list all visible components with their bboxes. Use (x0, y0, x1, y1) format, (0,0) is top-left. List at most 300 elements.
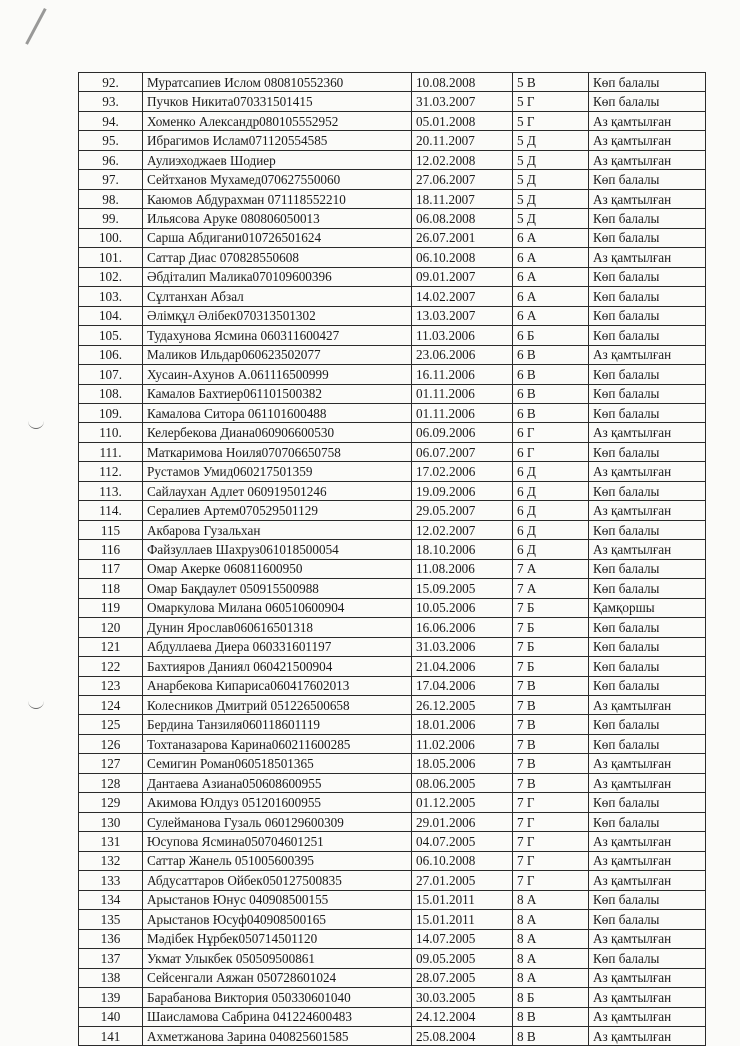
birth-date-cell: 14.02.2007 (412, 287, 513, 306)
table-row (79, 676, 706, 695)
class-cell: 7 В (513, 754, 589, 773)
student-name-cell: Ибрагимов Ислам071120554585 (143, 131, 412, 150)
birth-date-cell: 01.12.2005 (412, 793, 513, 812)
status-cell: Көп балалы (589, 384, 706, 403)
class-cell: 8 А (513, 949, 589, 968)
status-cell: Аз қамтылған (589, 189, 706, 208)
student-name-cell: Файзуллаев Шахруз061018500054 (143, 540, 412, 559)
class-cell: 8 В (513, 1007, 589, 1026)
status-cell: Көп балалы (589, 326, 706, 345)
student-name-cell: Омар Акерке 060811600950 (143, 559, 412, 578)
table-row (79, 209, 706, 228)
status-cell: Аз қамтылған (589, 462, 706, 481)
table-row (79, 481, 706, 500)
birth-date-cell: 15.09.2005 (412, 579, 513, 598)
student-name-cell: Сералиев Артем070529501129 (143, 501, 412, 520)
row-number-cell: 136 (79, 929, 143, 948)
birth-date-cell: 11.08.2006 (412, 559, 513, 578)
class-cell: 6 В (513, 384, 589, 403)
birth-date-cell: 20.11.2007 (412, 131, 513, 150)
status-cell: Көп балалы (589, 306, 706, 325)
status-cell: Көп балалы (589, 949, 706, 968)
table-row (79, 579, 706, 598)
student-name-cell: Хоменко Александр080105552952 (143, 111, 412, 130)
table-row (79, 248, 706, 267)
row-number-cell: 111. (79, 442, 143, 461)
table-row (79, 442, 706, 461)
row-number-cell: 112. (79, 462, 143, 481)
class-cell: 7 Г (513, 851, 589, 870)
table-row (79, 462, 706, 481)
class-cell: 5 В (513, 73, 589, 92)
class-cell: 7 А (513, 559, 589, 578)
student-name-cell: Семигин Роман060518501365 (143, 754, 412, 773)
row-number-cell: 93. (79, 92, 143, 111)
row-number-cell: 137 (79, 949, 143, 968)
birth-date-cell: 18.11.2007 (412, 189, 513, 208)
table-row (79, 968, 706, 987)
status-cell: Көп балалы (589, 520, 706, 539)
punch-hole-mark (28, 698, 44, 709)
birth-date-cell: 30.03.2005 (412, 988, 513, 1007)
class-cell: 6 В (513, 345, 589, 364)
status-cell: Аз қамтылған (589, 501, 706, 520)
table-row (79, 696, 706, 715)
row-number-cell: 114. (79, 501, 143, 520)
table-row (79, 637, 706, 656)
scan-corner-mark (25, 8, 46, 45)
row-number-cell: 119 (79, 598, 143, 617)
class-cell: 7 Б (513, 637, 589, 656)
status-cell: Аз қамтылған (589, 988, 706, 1007)
student-name-cell: Бердина Танзиля060118601119 (143, 715, 412, 734)
row-number-cell: 127 (79, 754, 143, 773)
class-cell: 7 В (513, 715, 589, 734)
birth-date-cell: 27.01.2005 (412, 871, 513, 890)
row-number-cell: 139 (79, 988, 143, 1007)
table-row (79, 871, 706, 890)
birth-date-cell: 10.05.2006 (412, 598, 513, 617)
class-cell: 7 Б (513, 657, 589, 676)
student-name-cell: Сайлаухан Адлет 060919501246 (143, 481, 412, 500)
student-name-cell: Сарша Абдигани010726501624 (143, 228, 412, 247)
table-row (79, 345, 706, 364)
table-row (79, 793, 706, 812)
table-row (79, 988, 706, 1007)
status-cell: Көп балалы (589, 267, 706, 286)
student-name-cell: Укмат Улыкбек 050509500861 (143, 949, 412, 968)
class-cell: 6 Г (513, 442, 589, 461)
birth-date-cell: 06.09.2006 (412, 423, 513, 442)
row-number-cell: 101. (79, 248, 143, 267)
birth-date-cell: 13.03.2007 (412, 306, 513, 325)
birth-date-cell: 25.08.2004 (412, 1026, 513, 1045)
row-number-cell: 120 (79, 618, 143, 637)
birth-date-cell: 16.11.2006 (412, 365, 513, 384)
student-name-cell: Аулиэходжаев Шодиер (143, 150, 412, 169)
row-number-cell: 140 (79, 1007, 143, 1026)
class-cell: 7 Г (513, 871, 589, 890)
birth-date-cell: 29.01.2006 (412, 812, 513, 831)
status-cell: Көп балалы (589, 442, 706, 461)
student-name-cell: Камалов Бахтиер061101500382 (143, 384, 412, 403)
student-name-cell: Омар Бақдаулет 050915500988 (143, 579, 412, 598)
row-number-cell: 104. (79, 306, 143, 325)
class-cell: 8 А (513, 910, 589, 929)
row-number-cell: 113. (79, 481, 143, 500)
birth-date-cell: 09.01.2007 (412, 267, 513, 286)
birth-date-cell: 18.01.2006 (412, 715, 513, 734)
status-cell: Аз қамтылған (589, 150, 706, 169)
status-cell: Көп балалы (589, 637, 706, 656)
class-cell: 6 Б (513, 326, 589, 345)
student-name-cell: Абдусаттаров Ойбек050127500835 (143, 871, 412, 890)
class-cell: 5 Д (513, 170, 589, 189)
class-cell: 8 Б (513, 988, 589, 1007)
class-cell: 8 А (513, 890, 589, 909)
class-cell: 7 Б (513, 618, 589, 637)
roster-body (79, 73, 706, 1046)
table-row (79, 754, 706, 773)
row-number-cell: 103. (79, 287, 143, 306)
status-cell: Көп балалы (589, 793, 706, 812)
status-cell: Аз қамтылған (589, 248, 706, 267)
row-number-cell: 121 (79, 637, 143, 656)
table-row (79, 618, 706, 637)
status-cell: Аз қамтылған (589, 696, 706, 715)
student-name-cell: Муратсапиев Ислом 080810552360 (143, 73, 412, 92)
class-cell: 5 Г (513, 111, 589, 130)
status-cell: Аз қамтылған (589, 1026, 706, 1045)
table-row (79, 812, 706, 831)
student-name-cell: Маткаримова Ноиля070706650758 (143, 442, 412, 461)
table-row (79, 851, 706, 870)
student-name-cell: Пучков Никита070331501415 (143, 92, 412, 111)
student-name-cell: Каюмов Абдурахман 071118552210 (143, 189, 412, 208)
table-row (79, 189, 706, 208)
status-cell: Көп балалы (589, 170, 706, 189)
class-cell: 5 Д (513, 189, 589, 208)
student-name-cell: Мәдібек Нұрбек050714501120 (143, 929, 412, 948)
row-number-cell: 96. (79, 150, 143, 169)
class-cell: 6 Г (513, 423, 589, 442)
class-cell: 7 В (513, 734, 589, 753)
birth-date-cell: 27.06.2007 (412, 170, 513, 189)
birth-date-cell: 06.10.2008 (412, 851, 513, 870)
class-cell: 5 Д (513, 209, 589, 228)
row-number-cell: 99. (79, 209, 143, 228)
status-cell: Көп балалы (589, 890, 706, 909)
birth-date-cell: 01.11.2006 (412, 403, 513, 422)
class-cell: 6 Д (513, 462, 589, 481)
student-name-cell: Дунин Ярослав060616501318 (143, 618, 412, 637)
status-cell: Көп балалы (589, 715, 706, 734)
birth-date-cell: 05.01.2008 (412, 111, 513, 130)
birth-date-cell: 21.04.2006 (412, 657, 513, 676)
table-row (79, 73, 706, 92)
class-cell: 8 А (513, 968, 589, 987)
status-cell: Аз қамтылған (589, 851, 706, 870)
row-number-cell: 95. (79, 131, 143, 150)
birth-date-cell: 10.08.2008 (412, 73, 513, 92)
row-number-cell: 92. (79, 73, 143, 92)
student-name-cell: Рустамов Умид060217501359 (143, 462, 412, 481)
student-name-cell: Арыстанов Юсуф040908500165 (143, 910, 412, 929)
row-number-cell: 117 (79, 559, 143, 578)
table-row (79, 423, 706, 442)
student-name-cell: Сулейманова Гузаль 060129600309 (143, 812, 412, 831)
status-cell: Көп балалы (589, 676, 706, 695)
table-row (79, 832, 706, 851)
student-name-cell: Келербекова Диана060906600530 (143, 423, 412, 442)
birth-date-cell: 12.02.2008 (412, 150, 513, 169)
student-name-cell: Арыстанов Юнус 040908500155 (143, 890, 412, 909)
student-name-cell: Бахтияров Даниял 060421500904 (143, 657, 412, 676)
class-cell: 8 В (513, 1026, 589, 1045)
birth-date-cell: 08.06.2005 (412, 773, 513, 792)
row-number-cell: 94. (79, 111, 143, 130)
table-row (79, 92, 706, 111)
class-cell: 7 В (513, 773, 589, 792)
class-cell: 6 А (513, 306, 589, 325)
status-cell: Қамқоршы (589, 598, 706, 617)
birth-date-cell: 14.07.2005 (412, 929, 513, 948)
status-cell: Аз қамтылған (589, 111, 706, 130)
class-cell: 7 В (513, 676, 589, 695)
table-row (79, 170, 706, 189)
table-row (79, 559, 706, 578)
row-number-cell: 124 (79, 696, 143, 715)
class-cell: 6 Д (513, 501, 589, 520)
birth-date-cell: 29.05.2007 (412, 501, 513, 520)
status-cell: Көп балалы (589, 73, 706, 92)
birth-date-cell: 17.04.2006 (412, 676, 513, 695)
class-cell: 7 Г (513, 832, 589, 851)
status-cell: Аз қамтылған (589, 345, 706, 364)
birth-date-cell: 17.02.2006 (412, 462, 513, 481)
table-row (79, 1026, 706, 1045)
student-name-cell: Саттар Жанель 051005600395 (143, 851, 412, 870)
table-row (79, 287, 706, 306)
student-name-cell: Юсупова Ясмина050704601251 (143, 832, 412, 851)
table-row (79, 890, 706, 909)
table-row (79, 929, 706, 948)
table-row (79, 598, 706, 617)
class-cell: 5 Д (513, 150, 589, 169)
status-cell: Аз қамтылған (589, 423, 706, 442)
class-cell: 6 А (513, 267, 589, 286)
student-name-cell: Акимова Юлдуз 051201600955 (143, 793, 412, 812)
row-number-cell: 102. (79, 267, 143, 286)
table-row (79, 540, 706, 559)
table-row (79, 365, 706, 384)
student-name-cell: Әлімқұл Әлібек070313501302 (143, 306, 412, 325)
table-row (79, 111, 706, 130)
row-number-cell: 123 (79, 676, 143, 695)
table-row (79, 403, 706, 422)
student-name-cell: Ильясова Аруке 080806050013 (143, 209, 412, 228)
row-number-cell: 115 (79, 520, 143, 539)
status-cell: Көп балалы (589, 481, 706, 500)
row-number-cell: 105. (79, 326, 143, 345)
status-cell: Көп балалы (589, 618, 706, 637)
row-number-cell: 132 (79, 851, 143, 870)
birth-date-cell: 11.03.2006 (412, 326, 513, 345)
student-name-cell: Хусаин-Ахунов А.061116500999 (143, 365, 412, 384)
row-number-cell: 133 (79, 871, 143, 890)
student-name-cell: Камалова Ситора 061101600488 (143, 403, 412, 422)
row-number-cell: 130 (79, 812, 143, 831)
student-name-cell: Әбдіталип Малика070109600396 (143, 267, 412, 286)
table-row (79, 501, 706, 520)
student-name-cell: Омаркулова Милана 060510600904 (143, 598, 412, 617)
status-cell: Көп балалы (589, 209, 706, 228)
table-row (79, 326, 706, 345)
birth-date-cell: 16.06.2006 (412, 618, 513, 637)
table-row (79, 715, 706, 734)
birth-date-cell: 18.10.2006 (412, 540, 513, 559)
birth-date-cell: 31.03.2006 (412, 637, 513, 656)
status-cell: Көп балалы (589, 365, 706, 384)
row-number-cell: 110. (79, 423, 143, 442)
birth-date-cell: 31.03.2007 (412, 92, 513, 111)
class-cell: 6 Д (513, 520, 589, 539)
table-row (79, 150, 706, 169)
student-name-cell: Тохтаназарова Карина060211600285 (143, 734, 412, 753)
student-name-cell: Дантаева Азиана050608600955 (143, 773, 412, 792)
row-number-cell: 106. (79, 345, 143, 364)
row-number-cell: 138 (79, 968, 143, 987)
student-name-cell: Сейтханов Мухамед070627550060 (143, 170, 412, 189)
birth-date-cell: 26.07.2001 (412, 228, 513, 247)
row-number-cell: 98. (79, 189, 143, 208)
table-row (79, 267, 706, 286)
table-row (79, 773, 706, 792)
birth-date-cell: 06.07.2007 (412, 442, 513, 461)
class-cell: 6 А (513, 287, 589, 306)
table-row (79, 384, 706, 403)
student-name-cell: Сейсенгали Аяжан 050728601024 (143, 968, 412, 987)
status-cell: Көп балалы (589, 287, 706, 306)
row-number-cell: 129 (79, 793, 143, 812)
class-cell: 6 Д (513, 481, 589, 500)
row-number-cell: 107. (79, 365, 143, 384)
row-number-cell: 109. (79, 403, 143, 422)
table-row (79, 734, 706, 753)
class-cell: 5 Г (513, 92, 589, 111)
status-cell: Көп балалы (589, 657, 706, 676)
row-number-cell: 131 (79, 832, 143, 851)
class-cell: 8 А (513, 929, 589, 948)
student-name-cell: Акбарова Гузальхан (143, 520, 412, 539)
row-number-cell: 126 (79, 734, 143, 753)
birth-date-cell: 15.01.2011 (412, 910, 513, 929)
row-number-cell: 128 (79, 773, 143, 792)
status-cell: Көп балалы (589, 403, 706, 422)
class-cell: 5 Д (513, 131, 589, 150)
class-cell: 6 А (513, 228, 589, 247)
birth-date-cell: 06.08.2008 (412, 209, 513, 228)
status-cell: Аз қамтылған (589, 871, 706, 890)
status-cell: Аз қамтылған (589, 929, 706, 948)
birth-date-cell: 24.12.2004 (412, 1007, 513, 1026)
student-name-cell: Ахметжанова Зарина 040825601585 (143, 1026, 412, 1045)
table-row (79, 228, 706, 247)
status-cell: Көп балалы (589, 734, 706, 753)
status-cell: Көп балалы (589, 579, 706, 598)
row-number-cell: 100. (79, 228, 143, 247)
status-cell: Көп балалы (589, 92, 706, 111)
birth-date-cell: 09.05.2005 (412, 949, 513, 968)
status-cell: Көп балалы (589, 228, 706, 247)
row-number-cell: 108. (79, 384, 143, 403)
class-cell: 7 Г (513, 793, 589, 812)
table-row (79, 910, 706, 929)
table-row (79, 520, 706, 539)
class-cell: 6 В (513, 365, 589, 384)
status-cell: Аз қамтылған (589, 131, 706, 150)
birth-date-cell: 12.02.2007 (412, 520, 513, 539)
row-number-cell: 141 (79, 1026, 143, 1045)
class-cell: 7 А (513, 579, 589, 598)
student-name-cell: Саттар Диас 070828550608 (143, 248, 412, 267)
student-name-cell: Шаисламова Сабрина 041224600483 (143, 1007, 412, 1026)
student-name-cell: Маликов Ильдар060623502077 (143, 345, 412, 364)
birth-date-cell: 11.02.2006 (412, 734, 513, 753)
student-roster-table (78, 72, 706, 1046)
punch-hole-mark (28, 418, 44, 429)
class-cell: 6 Д (513, 540, 589, 559)
row-number-cell: 125 (79, 715, 143, 734)
class-cell: 7 В (513, 696, 589, 715)
birth-date-cell: 06.10.2008 (412, 248, 513, 267)
status-cell: Аз қамтылған (589, 1007, 706, 1026)
row-number-cell: 134 (79, 890, 143, 909)
student-name-cell: Сұлтанхан Абзал (143, 287, 412, 306)
birth-date-cell: 15.01.2011 (412, 890, 513, 909)
status-cell: Аз қамтылған (589, 540, 706, 559)
row-number-cell: 118 (79, 579, 143, 598)
student-name-cell: Барабанова Виктория 050330601040 (143, 988, 412, 1007)
birth-date-cell: 23.06.2006 (412, 345, 513, 364)
class-cell: 7 Б (513, 598, 589, 617)
row-number-cell: 97. (79, 170, 143, 189)
birth-date-cell: 04.07.2005 (412, 832, 513, 851)
status-cell: Аз қамтылған (589, 968, 706, 987)
class-cell: 7 Г (513, 812, 589, 831)
row-number-cell: 116 (79, 540, 143, 559)
table-row (79, 949, 706, 968)
birth-date-cell: 26.12.2005 (412, 696, 513, 715)
table-row (79, 131, 706, 150)
student-name-cell: Тудахунова Ясмина 060311600427 (143, 326, 412, 345)
class-cell: 6 А (513, 248, 589, 267)
student-name-cell: Анарбекова Кипариса060417602013 (143, 676, 412, 695)
status-cell: Көп балалы (589, 910, 706, 929)
birth-date-cell: 01.11.2006 (412, 384, 513, 403)
class-cell: 6 В (513, 403, 589, 422)
student-name-cell: Абдуллаева Диера 060331601197 (143, 637, 412, 656)
student-name-cell: Колесников Дмитрий 051226500658 (143, 696, 412, 715)
birth-date-cell: 19.09.2006 (412, 481, 513, 500)
status-cell: Аз қамтылған (589, 773, 706, 792)
status-cell: Көп балалы (589, 812, 706, 831)
table-row (79, 306, 706, 325)
row-number-cell: 122 (79, 657, 143, 676)
table-row (79, 1007, 706, 1026)
status-cell: Аз қамтылған (589, 754, 706, 773)
status-cell: Аз қамтылған (589, 832, 706, 851)
